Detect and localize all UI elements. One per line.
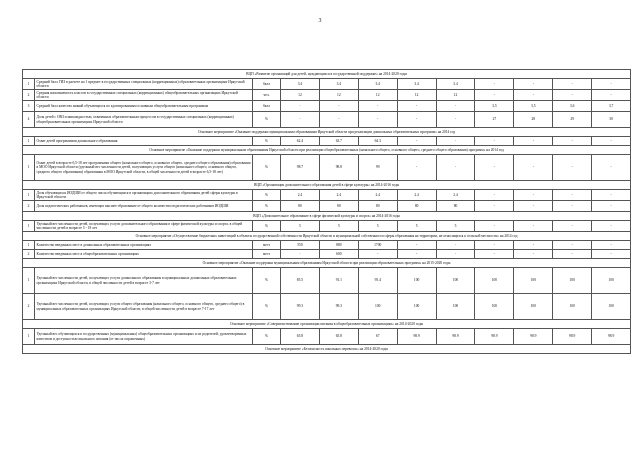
value-cell: 100 — [514, 294, 553, 320]
value-cell: 27 — [475, 112, 514, 128]
value-cell: 3.4 — [397, 79, 436, 90]
table-row — [23, 155, 631, 181]
value-cell: 100 — [514, 268, 553, 294]
unit-cell: % — [253, 294, 281, 320]
value-cell: - — [475, 79, 514, 90]
indicator-name-cell: Средний балл ГИЗ в расчете на 1 предмет в государственных специальных (коррекционных) образовательных организациях Иркутской области — [35, 79, 253, 90]
value-cell: 98.9 — [436, 329, 475, 345]
indicator-name-cell: Доля обучающихся ИОДШИ от общего числа обучающихся в организациях дополнительного образования детей сферы культуры в Иркутской области — [35, 190, 253, 201]
value-cell: - — [592, 250, 631, 259]
section-header-row — [23, 146, 631, 155]
value-cell: - — [553, 79, 592, 90]
value-cell: 99.3 — [281, 294, 320, 320]
value-cell: - — [592, 221, 631, 232]
value-cell: 5 — [358, 221, 397, 232]
section-header-row — [23, 128, 631, 137]
value-cell: 98.9 — [592, 329, 631, 345]
value-cell: 12 — [281, 90, 320, 101]
indicator-name-cell: Доля детей с ОВЗ и инвалидностью, охваченных образовательным процессом в государственных специальных (коррекционных) общеобразовательных организациях Иркутской области — [35, 112, 253, 128]
value-cell: 100 — [475, 268, 514, 294]
value-cell: - — [281, 250, 320, 259]
value-cell: - — [319, 112, 358, 128]
value-cell: - — [397, 241, 436, 250]
section-header-row — [23, 212, 631, 221]
value-cell: 99.3 — [319, 294, 358, 320]
table-row — [23, 190, 631, 201]
row-number-cell: 1 — [23, 190, 35, 201]
value-cell: 100 — [397, 268, 436, 294]
value-cell: 100 — [436, 268, 475, 294]
unit-cell: мест — [253, 250, 281, 259]
value-cell: - — [436, 112, 475, 128]
value-cell: 80 — [397, 201, 436, 212]
unit-cell: % — [253, 201, 281, 212]
value-cell: - — [514, 221, 553, 232]
value-cell: 2.4 — [397, 190, 436, 201]
value-cell: - — [592, 241, 631, 250]
value-cell: 91.1 — [319, 268, 358, 294]
value-cell: - — [592, 90, 631, 101]
value-cell: - — [358, 112, 397, 128]
section-header-row — [23, 232, 631, 241]
row-number-cell: 1 — [23, 137, 35, 146]
value-cell: 100 — [592, 268, 631, 294]
value-cell: - — [319, 101, 358, 112]
value-cell: - — [397, 250, 436, 259]
value-cell: 100 — [592, 294, 631, 320]
table-row — [23, 137, 631, 146]
value-cell: - — [475, 221, 514, 232]
value-cell: 3.4 — [358, 79, 397, 90]
unit-cell: % — [253, 329, 281, 345]
value-cell: 5 — [281, 221, 320, 232]
value-cell: - — [397, 101, 436, 112]
section-title: ВЦП «Дополнительное образование в сфере физической культуры и спорта» на 2014-2016 годы — [23, 212, 631, 221]
value-cell: 100 — [553, 268, 592, 294]
value-cell: - — [397, 112, 436, 128]
indicator-name-cell: Удельный вес численности детей, получающих услуги общего образования (начального общего, основного общего, среднего общего) в муниципальных образовательных организациях Иркутской области, в общей численности детей в возрасте 7-17 лет — [35, 294, 253, 320]
unit-cell: % — [253, 190, 281, 201]
value-cell: - — [514, 137, 553, 146]
value-cell: - — [281, 101, 320, 112]
value-cell: 65.8 — [281, 329, 320, 345]
value-cell: 67 — [358, 329, 397, 345]
unit-cell: мест — [253, 241, 281, 250]
row-number-cell: 1 — [23, 329, 35, 345]
value-cell: - — [475, 250, 514, 259]
row-number-cell: 1 — [23, 268, 35, 294]
section-title: Основное мероприятие «Безопасность школьных перевозок» на 2014-2020 годы — [23, 345, 631, 354]
value-cell: 98.9 — [475, 329, 514, 345]
value-cell: - — [436, 250, 475, 259]
unit-cell: чел. — [253, 90, 281, 101]
value-cell: 85.5 — [281, 268, 320, 294]
section-title: ВЦП «Развитие организаций для детей, нуждающихся в государственной поддержке» на 2014-2020 годы — [23, 70, 631, 79]
section-header-row — [23, 345, 631, 354]
value-cell: 30 — [592, 112, 631, 128]
value-cell: 100 — [358, 294, 397, 320]
section-title: Основное мероприятие «Оказание поддержки муниципальным образованиям Иркутской области при реализации общеобразовательных (начального общего, основного общего, среднего общего образования) программ» на 2014 год — [23, 146, 631, 155]
value-cell: 98.9 — [514, 329, 553, 345]
table-row — [23, 250, 631, 259]
value-cell: - — [514, 201, 553, 212]
value-cell: 80 — [358, 201, 397, 212]
section-header-row — [23, 181, 631, 190]
value-cell: 2.4 — [358, 190, 397, 201]
section-title: ВЦП «Организация дополнительного образования детей в сфере культуры» на 2014-2016 годы — [23, 181, 631, 190]
indicator-name-cell: Удельный вес численности детей, получающих услуги дополнительного образования в сфере физической культуры и спорта, в общей численности детей в возрасте 5 - 18 лет — [35, 221, 253, 232]
value-cell: 600 — [319, 250, 358, 259]
value-cell: 100 — [475, 294, 514, 320]
value-cell: 2.4 — [436, 190, 475, 201]
value-cell: - — [475, 201, 514, 212]
value-cell: - — [436, 241, 475, 250]
indicator-name-cell: Доля педагогических работников, имеющих высшее образование от общего количества педагогических работников ИОДШИ — [35, 201, 253, 212]
unit-cell: % — [253, 112, 281, 128]
value-cell: - — [358, 250, 397, 259]
value-cell: - — [553, 137, 592, 146]
table-row — [23, 329, 631, 345]
value-cell: - — [553, 250, 592, 259]
value-cell: 62.4 — [281, 137, 320, 146]
value-cell: - — [436, 101, 475, 112]
value-cell: - — [514, 155, 553, 181]
value-cell: 1700 — [358, 241, 397, 250]
value-cell: 880 — [319, 241, 358, 250]
value-cell: 80 — [281, 201, 320, 212]
section-title: Основное мероприятие «Совершенствование организации питания в общеобразовательных организациях» на 2014-2020 годы — [23, 320, 631, 329]
value-cell: - — [475, 190, 514, 201]
value-cell: - — [553, 155, 592, 181]
value-cell: - — [592, 79, 631, 90]
section-title: Основное мероприятие «Оказание поддержки муниципальным образованиям Иркутской области при реализации дошкольных образовательных программ» на 2014 год — [23, 128, 631, 137]
value-cell: - — [358, 101, 397, 112]
value-cell: 64.3 — [358, 137, 397, 146]
value-cell: 3.4 — [281, 79, 320, 90]
value-cell: - — [514, 190, 553, 201]
value-cell: - — [592, 190, 631, 201]
value-cell: - — [475, 90, 514, 101]
table-row — [23, 221, 631, 232]
table-row — [23, 268, 631, 294]
value-cell: - — [514, 241, 553, 250]
indicator-name-cell: Количество введенных мест в дошкольных образовательных организациях — [35, 241, 253, 250]
value-cell: 99 — [358, 155, 397, 181]
row-number-cell: 2 — [23, 294, 35, 320]
value-cell: - — [475, 137, 514, 146]
value-cell: - — [553, 90, 592, 101]
value-cell: 5 — [397, 221, 436, 232]
value-cell: 3,7 — [592, 101, 631, 112]
unit-cell: балл — [253, 101, 281, 112]
value-cell: 3.4 — [436, 79, 475, 90]
value-cell: - — [514, 250, 553, 259]
value-cell: - — [553, 201, 592, 212]
row-number-cell: 3 — [23, 101, 35, 112]
indicator-name-cell: Охват детей в возрасте 6,5-18 лет программами общего (начального общего, основного общего, среднего общего образования) образования в МОО Иркутской области (удельный вес численности детей, получающих услуги общего (начального общего, основного общего, среднего общего образования) образования в МОО Иркутской области, в общей численности детей в возрасте 6,5-18 лет) — [35, 155, 253, 181]
unit-cell: % — [253, 155, 281, 181]
table-row — [23, 101, 631, 112]
value-cell: 550 — [281, 241, 320, 250]
value-cell: 12 — [397, 90, 436, 101]
value-cell: 65.8 — [319, 329, 358, 345]
value-cell: 12 — [319, 90, 358, 101]
row-number-cell: 1 — [23, 241, 35, 250]
section-header-row — [23, 259, 631, 268]
row-number-cell: 4 — [23, 112, 35, 128]
value-cell: - — [436, 137, 475, 146]
table-row — [23, 79, 631, 90]
table-row — [23, 112, 631, 128]
section-title: Основное мероприятие «Осуществление бюджетных инвестиций в объекты государственной собственности Иркутской области и муниципальной собственности сферы образования на территории, не относящихся к сельской местности» на 2014 год — [23, 232, 631, 241]
value-cell: - — [553, 241, 592, 250]
row-number-cell: 1 — [23, 155, 35, 181]
value-cell: 3,6 — [553, 101, 592, 112]
value-cell: 3.4 — [319, 79, 358, 90]
value-cell: 98.7 — [281, 155, 320, 181]
table-row — [23, 241, 631, 250]
value-cell: - — [553, 190, 592, 201]
value-cell: - — [281, 112, 320, 128]
value-cell: 5 — [436, 221, 475, 232]
section-header-row — [23, 70, 631, 79]
value-cell: 80 — [436, 201, 475, 212]
value-cell: 100 — [436, 294, 475, 320]
unit-cell: балл — [253, 79, 281, 90]
value-cell: 2.4 — [281, 190, 320, 201]
row-number-cell: 1 — [23, 79, 35, 90]
value-cell: 29 — [553, 112, 592, 128]
value-cell: - — [514, 90, 553, 101]
value-cell: - — [514, 79, 553, 90]
value-cell: 12 — [436, 90, 475, 101]
value-cell: 95.4 — [358, 268, 397, 294]
indicators-table — [22, 69, 631, 354]
value-cell: 12 — [358, 90, 397, 101]
section-header-row — [23, 320, 631, 329]
indicator-name-cell: Удельный вес численности детей, получающих услуги дошкольного образования в муниципальных дошкольных образовательных организациях Иркутской области, в общей численности детей в возрасте 3-7 лет — [35, 268, 253, 294]
table-row — [23, 90, 631, 101]
value-cell: - — [592, 201, 631, 212]
value-cell: 63.7 — [319, 137, 358, 146]
value-cell: 98.8 — [319, 155, 358, 181]
value-cell: - — [592, 155, 631, 181]
value-cell: 100 — [397, 294, 436, 320]
page-number: 3 — [318, 18, 322, 24]
value-cell: 3,5 — [475, 101, 514, 112]
value-cell: 80 — [319, 201, 358, 212]
value-cell: - — [397, 155, 436, 181]
value-cell: 2.4 — [319, 190, 358, 201]
indicator-name-cell: Средняя наполняемость классов в государственных специальных (коррекционных) общеобразовательных организациях Иркутской области — [35, 90, 253, 101]
value-cell: 5 — [319, 221, 358, 232]
unit-cell: % — [253, 221, 281, 232]
value-cell: 98.9 — [553, 329, 592, 345]
row-number-cell: 2 — [23, 201, 35, 212]
value-cell: 28 — [514, 112, 553, 128]
indicator-name-cell: Средний балл качества знаний обучающихся по адаптированным основным общеобразовательным программам — [35, 101, 253, 112]
value-cell: - — [592, 137, 631, 146]
value-cell: - — [397, 137, 436, 146]
indicator-name-cell: Удельный вес обучающихся в государственных (муниципальных) общеобразовательных организациях и их родителей, удовлетворенных качеством и доступностью школьного питания (от числа опрошенных) — [35, 329, 253, 345]
value-cell: 3,5 — [514, 101, 553, 112]
section-title: Основное мероприятие «Оказание поддержки муниципальным образованиям Иркутской области при реализации образовательных программ» на 2015-2020 годы — [23, 259, 631, 268]
value-cell: - — [436, 155, 475, 181]
table-row — [23, 294, 631, 320]
unit-cell: % — [253, 137, 281, 146]
value-cell: 98.9 — [397, 329, 436, 345]
indicator-name-cell: Охват детей программами дошкольного образования — [35, 137, 253, 146]
unit-cell: % — [253, 268, 281, 294]
value-cell: - — [475, 241, 514, 250]
indicator-name-cell: Количество введенных мест в общеобразовательных организациях — [35, 250, 253, 259]
value-cell: 100 — [553, 294, 592, 320]
row-number-cell: 1 — [23, 221, 35, 232]
table-row — [23, 201, 631, 212]
value-cell: - — [553, 221, 592, 232]
row-number-cell: 2 — [23, 90, 35, 101]
value-cell: - — [475, 155, 514, 181]
row-number-cell: 2 — [23, 250, 35, 259]
